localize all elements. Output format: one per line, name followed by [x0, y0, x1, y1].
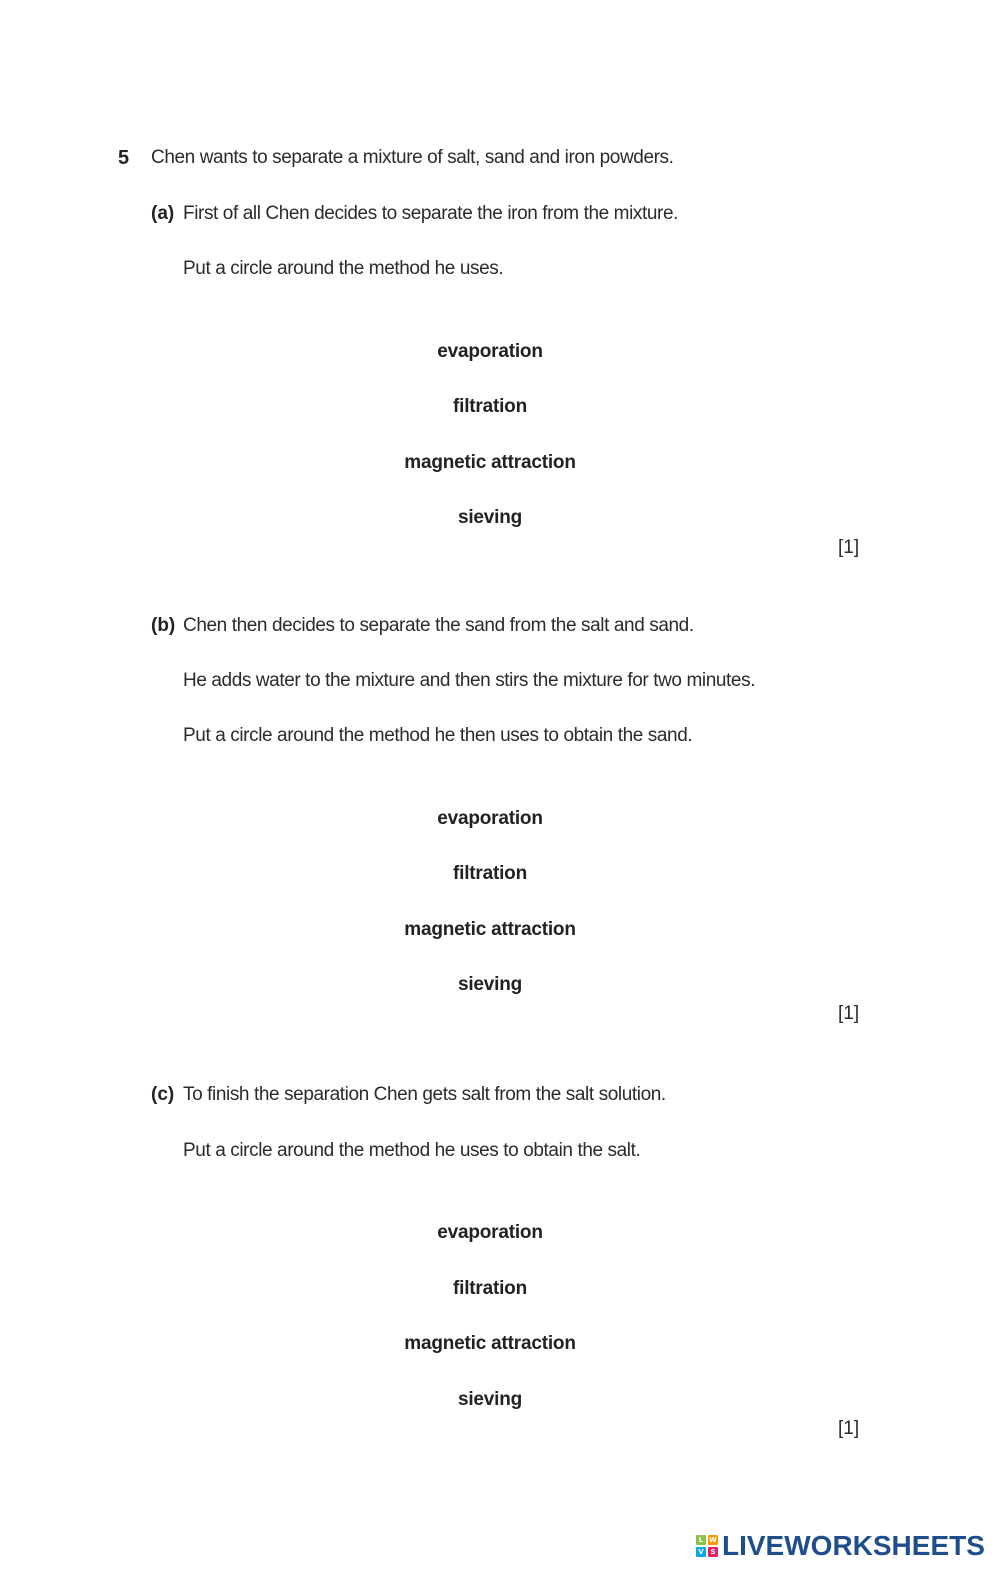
part-b-option-filtration[interactable]: filtration [453, 863, 527, 884]
logo-square-4: S [708, 1547, 718, 1557]
part-c-label: (c) [151, 1084, 175, 1105]
part-b-detail: He adds water to the mixture and then stirs the mixture for two minutes. [183, 670, 756, 691]
liveworksheets-wordmark: LIVEWORKSHEETS [722, 1530, 985, 1561]
part-c-instruction: To finish the separation Chen gets salt from the salt solution. [183, 1084, 666, 1105]
liveworksheets-logo [696, 1528, 985, 1564]
part-c-option-evaporation[interactable]: evaporation [437, 1222, 543, 1243]
part-b-label: (b) [151, 615, 176, 636]
part-b-prompt: Put a circle around the method he then uses to obtain the sand. [183, 725, 693, 746]
question-number: 5 [118, 147, 130, 169]
logo-square-3: V [696, 1547, 706, 1557]
liveworksheets-icon [696, 1535, 718, 1557]
part-a-label: (a) [151, 203, 175, 224]
part-a-option-sieving[interactable]: sieving [457, 507, 523, 528]
part-c-option-sieving[interactable]: sieving [457, 1389, 523, 1410]
part-a-option-filtration[interactable]: filtration [453, 396, 527, 417]
part-a-option-evaporation[interactable]: evaporation [437, 341, 543, 362]
part-c-prompt: Put a circle around the method he uses to obtain the salt. [183, 1140, 641, 1161]
part-a-option-magnetic-attraction[interactable]: magnetic attraction [404, 452, 576, 473]
question-stem: Chen wants to separate a mixture of salt, sand and iron powders. [151, 147, 674, 168]
part-c-mark: [1] [838, 1418, 860, 1439]
logo-square-2: W [709, 1536, 717, 1544]
part-b-option-sieving[interactable]: sieving [457, 974, 523, 995]
part-c-option-magnetic-attraction[interactable]: magnetic attraction [404, 1333, 576, 1354]
part-c-option-filtration[interactable]: filtration [453, 1278, 527, 1299]
part-a-mark: [1] [838, 537, 860, 558]
part-b-option-magnetic-attraction[interactable]: magnetic attraction [404, 919, 576, 940]
part-b-option-evaporation[interactable]: evaporation [437, 808, 543, 829]
part-a-prompt: Put a circle around the method he uses. [183, 258, 504, 279]
part-b-mark: [1] [838, 1003, 860, 1024]
part-b-instruction: Chen then decides to separate the sand from the salt and sand. [183, 615, 694, 636]
logo-square-1: L [696, 1535, 706, 1545]
part-a-instruction: First of all Chen decides to separate the iron from the mixture. [183, 203, 679, 224]
